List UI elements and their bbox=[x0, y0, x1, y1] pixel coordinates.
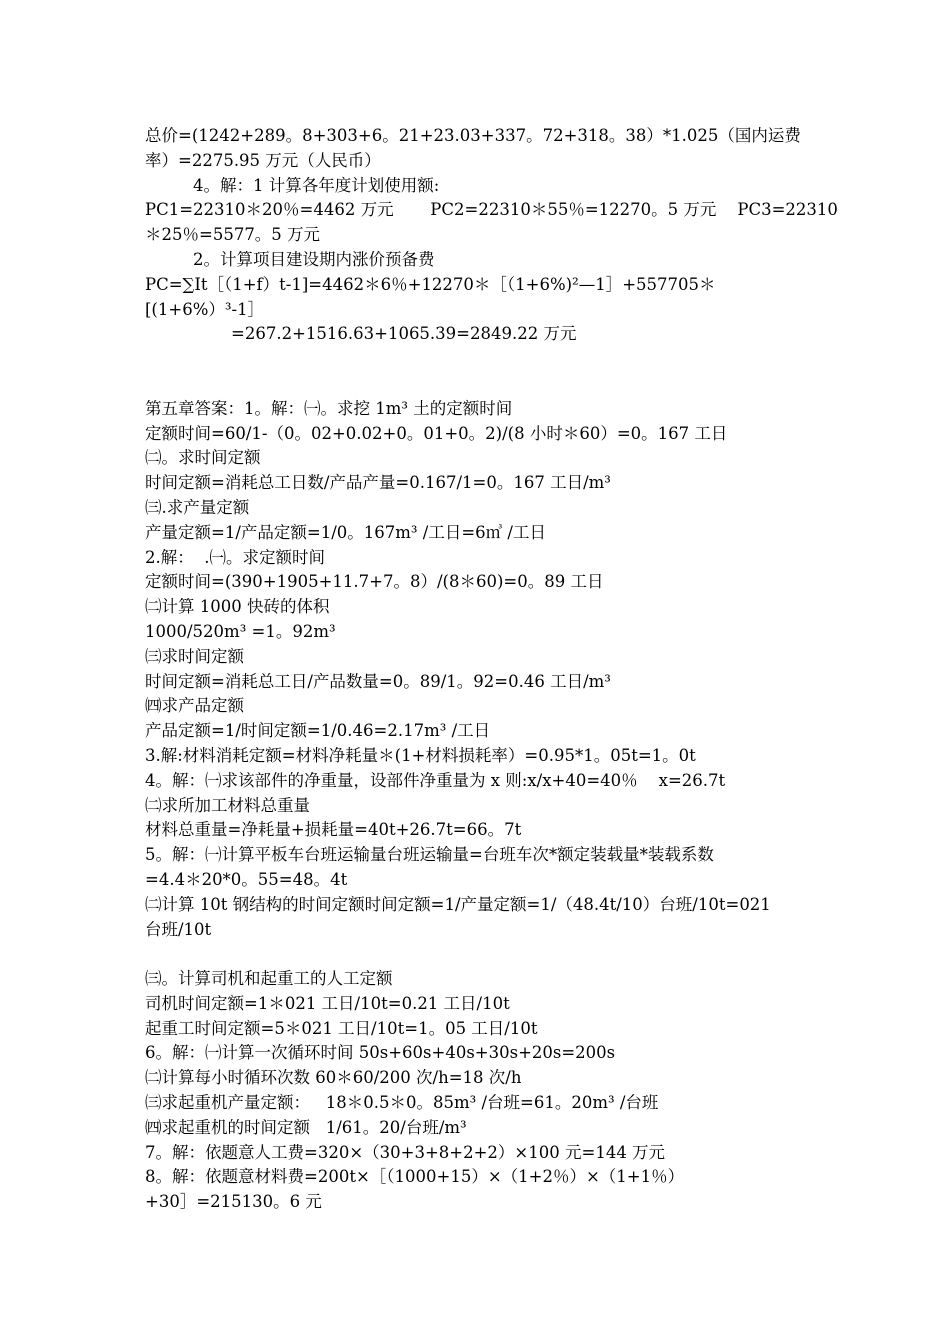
text-line: +30］=215130。6 元 bbox=[145, 1192, 322, 1212]
text-line: 司机时间定额=1＊021 工日/10t=0.21 工日/10t bbox=[145, 993, 510, 1013]
text-line: ㈢求时间定额 bbox=[145, 646, 244, 666]
text-line: 4。解：1 计算各年度计划使用额: bbox=[193, 175, 440, 195]
text-line: 产量定额=1/产品定额=1/0。167m³ /工日=6㎥ /工日 bbox=[145, 522, 546, 542]
text-line: 2.解： .㈠。求定额时间 bbox=[145, 547, 325, 567]
text-line: ㈡计算 1000 快砖的体积 bbox=[145, 597, 330, 617]
text-line: 率）=2275.95 万元（人民币） bbox=[145, 150, 381, 170]
text-line: 产品定额=1/时间定额=1/0.46=2.17m³ /工日 bbox=[145, 721, 491, 741]
text-line: 材料总重量=净耗量+损耗量=40t+26.7t=66。7t bbox=[145, 820, 522, 840]
text-line: ㈣求产品定额 bbox=[145, 696, 244, 716]
document-body bbox=[145, 124, 838, 1215]
text-line: ㈢求起重机产量定额： 18＊0.5＊0。85m³ /台班=61。20m³ /台班 bbox=[145, 1093, 659, 1113]
text-line: ㈡计算每小时循环次数 60＊60/200 次/h=18 次/h bbox=[145, 1068, 522, 1088]
text-line: 台班/10t bbox=[145, 919, 212, 939]
blank-spacer bbox=[145, 942, 815, 967]
text-line: 时间定额=消耗总工日数/产品产量=0.167/1=0。167 工日/m³ bbox=[145, 473, 611, 493]
text-line: =267.2+1516.63+1065.39=2849.22 万元 bbox=[231, 324, 577, 344]
text-line: 1000/520m³ =1。92m³ bbox=[145, 621, 336, 641]
text-line: 总价=(1242+289。8+303+6。21+23.03+337。72+318。38）*1.025（国内运费 bbox=[145, 126, 801, 145]
text-line: =4.4＊20*0。55=48。4t bbox=[145, 869, 348, 889]
text-line: ㈣求起重机的时间定额 1/61。20/台班/m³ bbox=[145, 1117, 467, 1137]
text-line: 2。计算项目建设期内涨价预备费 bbox=[193, 249, 435, 269]
text-line: 5。解：㈠计算平板车台班运输量台班运输量=台班车次*额定装载量*装载系数 bbox=[145, 845, 714, 865]
text-line: 第五章答案：1。解：㈠。求挖 1m³ 土的定额时间 bbox=[145, 398, 513, 418]
text-line: ㈡。求时间定额 bbox=[145, 448, 261, 468]
text-line: ㈢.求产量定额 bbox=[145, 497, 250, 517]
text-line: 起重工时间定额=5＊021 工日/10t=1。05 工日/10t bbox=[145, 1018, 538, 1038]
text-line: 8。解：依题意材料费=200t×［（1000+15）×（1+2％）×（1+1％） bbox=[145, 1167, 685, 1187]
text-line: 3.解:材料消耗定额=材料净耗量＊(1+材料损耗率）=0.95*1。05t=1。0t bbox=[145, 745, 696, 765]
text-line: 时间定额=消耗总工日/产品数量=0。89/1。92=0.46 工日/m³ bbox=[145, 671, 611, 691]
blank-spacer bbox=[145, 347, 815, 397]
text-line: 定额时间=60/1-（0。02+0.02+0。01+0。2)/(8 小时＊60）=0。167 工日 bbox=[145, 423, 728, 443]
text-line: 6。解：㈠计算一次循环时间 50s+60s+40s+30s+20s=200s bbox=[145, 1043, 616, 1063]
text-line: 4。解：㈠求该部件的净重量，设部件净重量为 x 则:x/x+40=40％ x=26.7t bbox=[145, 770, 726, 790]
text-line: [(1+6%）³-1］ bbox=[145, 299, 265, 319]
text-line: ＊25％=5577。5 万元 bbox=[145, 225, 321, 245]
text-line: 定额时间=(390+1905+11.7+7。8）/(8＊60)=0。89 工日 bbox=[145, 572, 604, 592]
text-line: ㈡求所加工材料总重量 bbox=[145, 795, 310, 815]
text-line: PC1=22310＊20％=4462 万元 PC2=22310＊55％=12270。5 万元 PC3=22310 bbox=[145, 200, 838, 220]
text-line: PC=∑It［（1+f）t-1]=4462＊6％+12270＊［（1+6%)²—1］+557705＊ bbox=[145, 274, 716, 294]
text-line: 7。解：依题意人工费=320×（30+3+8+2+2）×100 元=144 万元 bbox=[145, 1142, 666, 1162]
text-line: ㈡计算 10t 钢结构的时间定额时间定额=1/产量定额=1/（48.4t/10）台班/10t=021 bbox=[145, 894, 771, 914]
text-line: ㈢。计算司机和起重工的人工定额 bbox=[145, 969, 393, 989]
